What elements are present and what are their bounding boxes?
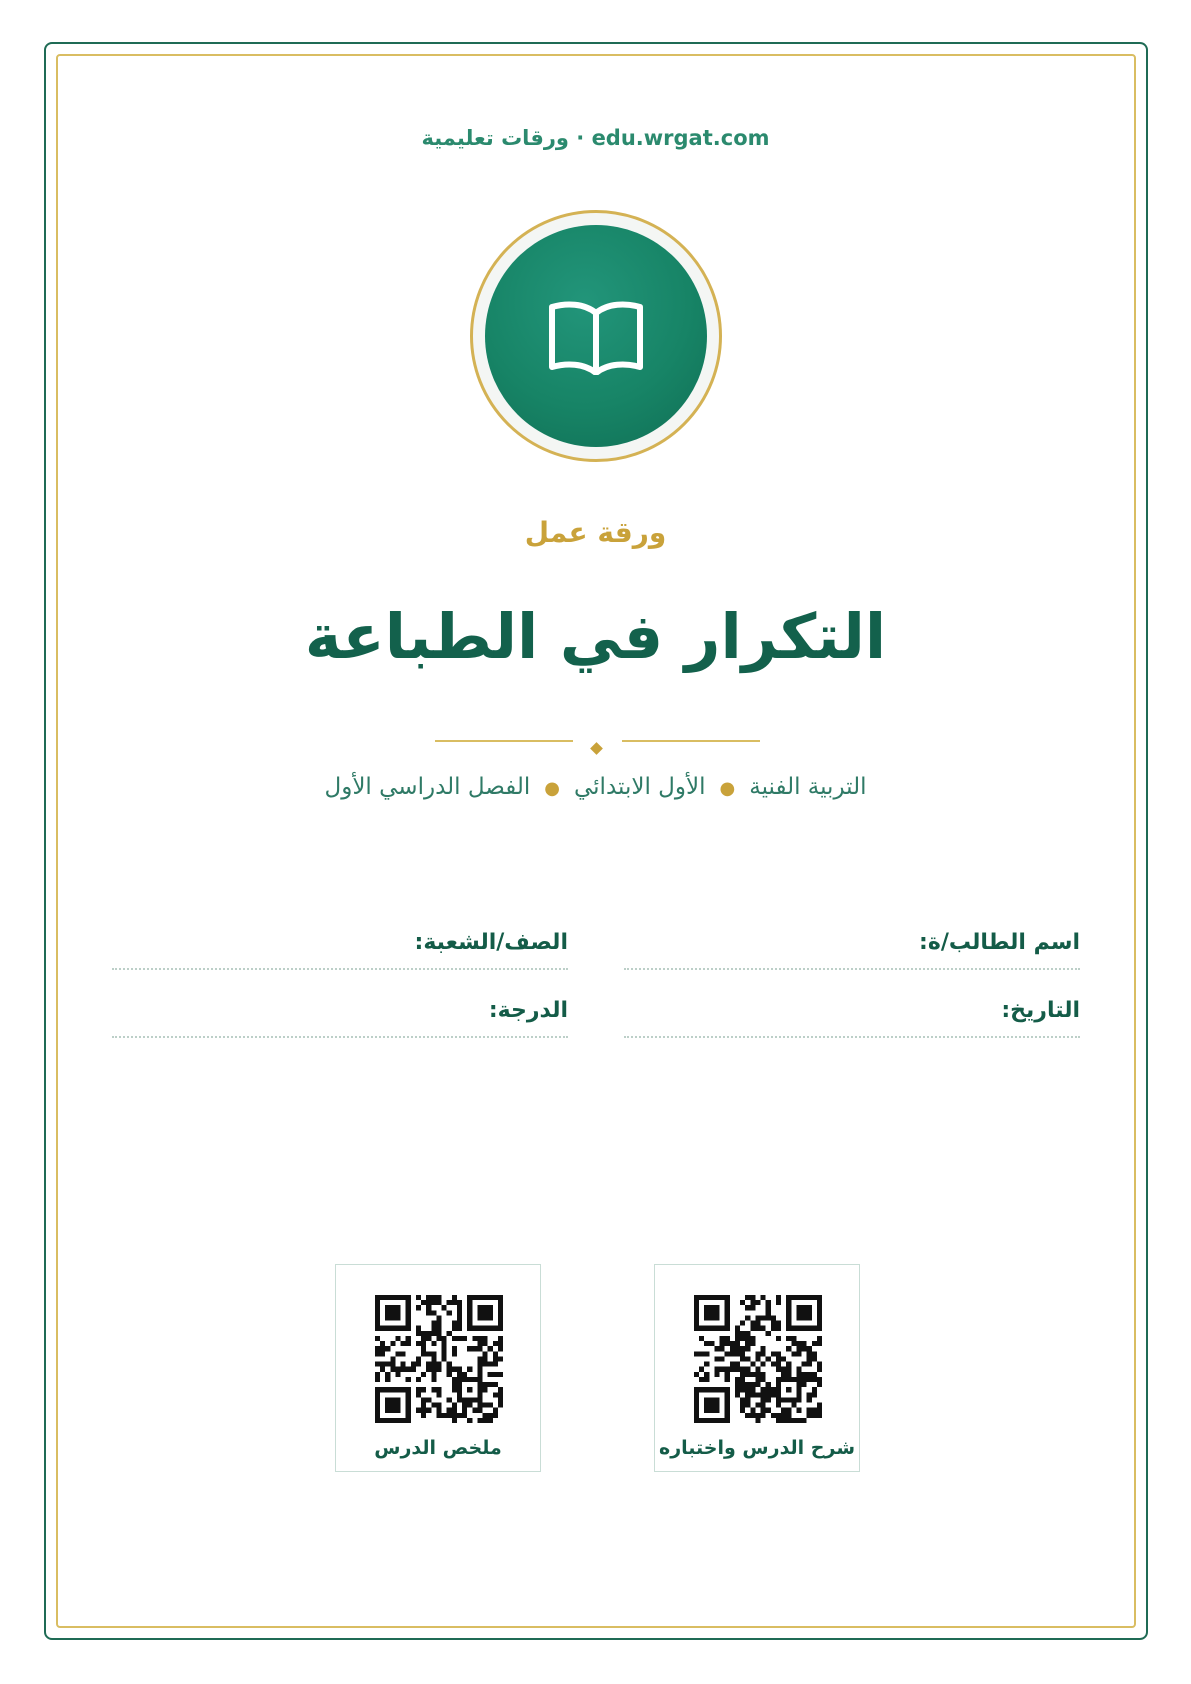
score-field[interactable]: الدرجة: xyxy=(112,998,568,1038)
meta-separator: ● xyxy=(719,778,736,799)
open-book-icon xyxy=(544,297,648,375)
qr-label-summary: ملخص الدرس xyxy=(374,1437,502,1459)
meta-grade: الأول الابتدائي xyxy=(573,774,706,800)
student-name-field[interactable]: اسم الطالب/ة: xyxy=(624,930,1080,970)
emblem-badge xyxy=(470,210,722,462)
qr-card-explanation[interactable] xyxy=(654,1264,860,1472)
qr-code-icon xyxy=(694,1295,822,1423)
meta-subject: التربية الفنية xyxy=(749,774,867,800)
site-header: edu.wrgat.com · ورقات تعليمية xyxy=(421,126,770,150)
page-title: التكرار في الطباعة xyxy=(304,600,887,673)
worksheet-kicker: ورقة عمل xyxy=(524,516,667,549)
emblem-core xyxy=(485,225,707,447)
qr-label-explanation: شرح الدرس واختباره xyxy=(658,1437,856,1459)
class-section-field[interactable]: الصف/الشعبة: xyxy=(112,930,568,970)
date-field[interactable]: التاريخ: xyxy=(624,998,1080,1038)
qr-card-summary[interactable] xyxy=(335,1264,541,1472)
meta-term: الفصل الدراسي الأول xyxy=(324,774,531,800)
divider-left xyxy=(435,740,573,742)
qr-code-icon xyxy=(375,1295,503,1423)
meta-separator: ● xyxy=(544,778,560,799)
divider-right xyxy=(622,740,760,742)
course-meta xyxy=(0,774,1191,800)
